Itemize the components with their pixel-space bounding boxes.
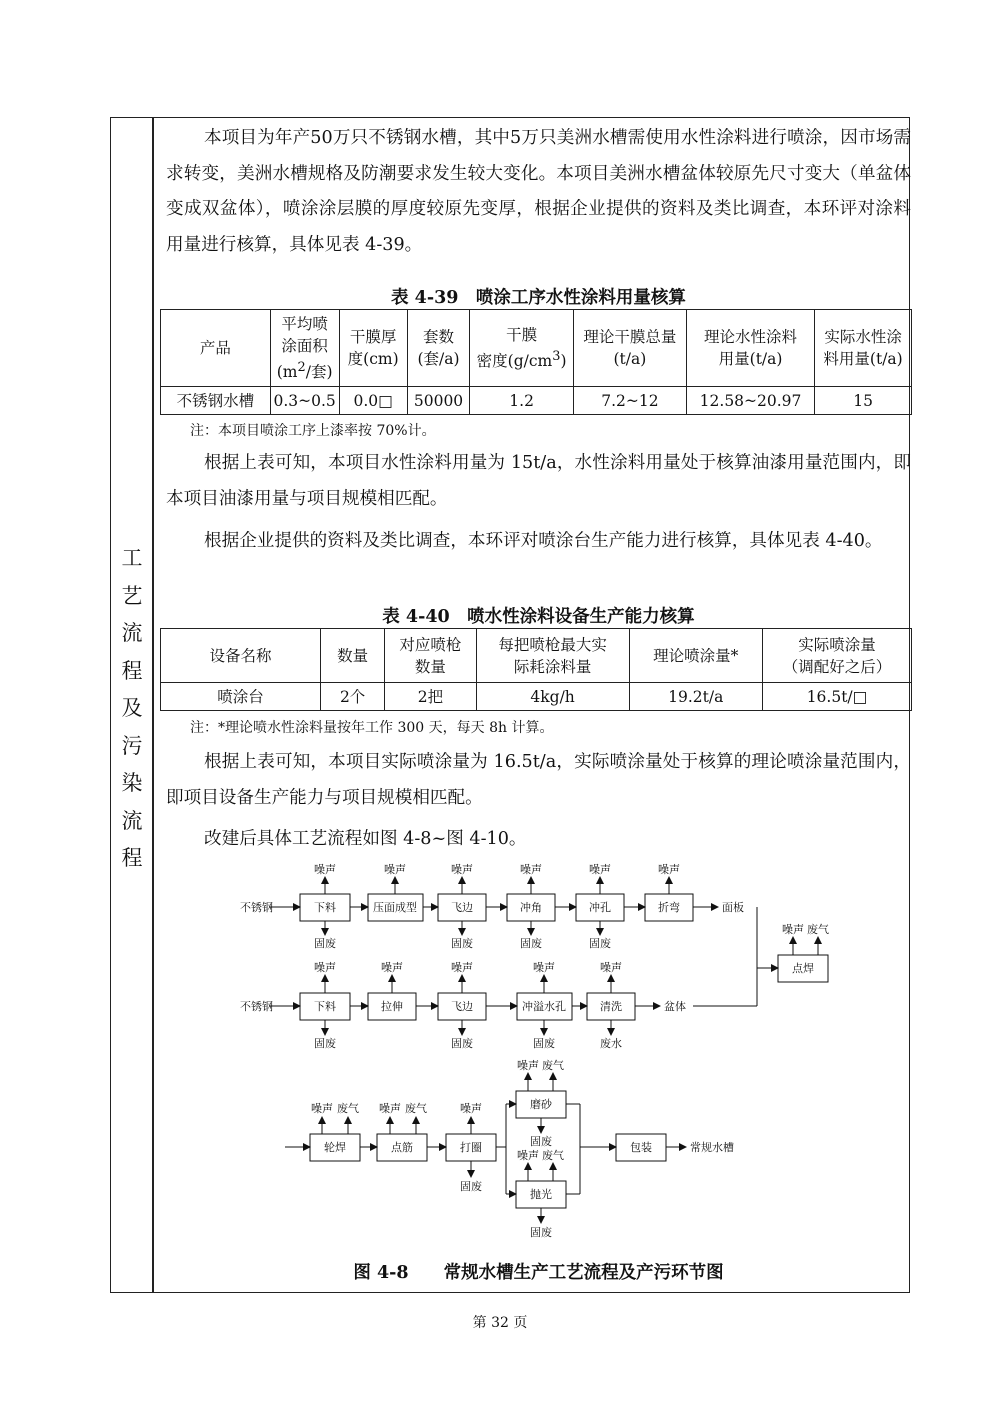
header-cell: 产品: [161, 310, 271, 387]
flow-emission: 噪声: [589, 863, 611, 876]
flow-step: 点焊: [792, 962, 814, 975]
flow-waste: 固废: [589, 937, 611, 950]
flow-emission: 噪声: [381, 961, 403, 974]
flow-waste: 固废: [314, 1037, 336, 1050]
flow-waste: 固废: [460, 1180, 482, 1193]
flow-step: 下料: [314, 901, 336, 914]
table-cell: 喷涂台: [161, 683, 321, 711]
flow-step: 折弯: [658, 901, 680, 914]
header-cell: 每把喷枪最大实 际耗涂料量: [476, 629, 629, 683]
table-cell: 16.5t/□: [763, 683, 912, 711]
flow-emission: 废气: [807, 923, 829, 936]
flow-step: 轮焊: [324, 1141, 346, 1154]
side-char: 流: [121, 808, 143, 833]
header-cell: 实际喷涂量 （调配好之后）: [763, 629, 912, 683]
header-cell: 理论水性涂料 用量(t/a): [686, 310, 814, 387]
flow-waste: 固废: [530, 1135, 552, 1148]
flow-emission: 噪声: [520, 863, 542, 876]
header-cell: 平均喷 涂面积 ($m^2/$套): [270, 310, 339, 387]
flow-emission: 噪声: [451, 961, 473, 974]
flow-step: 冲溢水孔: [522, 1000, 566, 1013]
paragraph-capacity-intro: 根据企业提供的资料及类比调查，本环评对喷涂台生产能力进行核算，具体见表 4-40。: [204, 531, 883, 551]
side-char: 污: [121, 733, 143, 758]
flow-waste: 固废: [520, 937, 542, 950]
table-cell: 2个: [321, 683, 385, 711]
flow-step: 飞边: [451, 1000, 473, 1013]
table-4-39-note: 注：本项目喷涂工序上漆率按 70%计。: [190, 423, 436, 439]
side-char: 艺: [121, 583, 143, 608]
header-cell: 对应喷枪 数量: [385, 629, 477, 683]
flow-emission: 噪声: [384, 863, 406, 876]
flow-emission: 噪声: [658, 863, 680, 876]
flow-emission: 噪声: [517, 1059, 539, 1072]
flow-input-label: 不锈钢: [240, 1000, 273, 1013]
flow-step: 磨砂: [530, 1098, 552, 1111]
flow-output-label: 面板: [722, 901, 744, 914]
paragraph-intro: 本项目为年产50万只不锈钢水槽，其中5万只美洲水槽需使用水性涂料进行喷涂，因市场需求转变，美洲水槽规格及防潮要求发生较大变化。本项目美洲水槽盆体较原先尺寸变大（单盆体变成双盆体），喷涂涂层膜的厚度较原先变厚，根据企业提供的资料及类比调查，本环评对涂料用量进行核算，具体见表 4-39。: [166, 128, 911, 255]
flow-emission: 噪声: [379, 1102, 401, 1115]
table-4-39-caption: 表 4-39 喷涂工序水性涂料用量核算: [391, 288, 686, 308]
flow-emission: 噪声: [782, 923, 804, 936]
flow-input-label: 不锈钢: [240, 901, 273, 914]
flow-emission: 噪声: [311, 1102, 333, 1115]
flow-emission: 噪声: [451, 863, 473, 876]
flow-step: 压面成型: [373, 901, 417, 914]
table-cell: 15: [815, 387, 912, 415]
table-cell: 0.3~0.5: [270, 387, 339, 415]
flow-emission: 废气: [405, 1102, 427, 1115]
table-4-40-note: 注：*理论喷水性涂料量按年工作 300 天，每天 8h 计算。: [190, 720, 554, 736]
flow-step: 打圈: [460, 1141, 482, 1154]
header-cell: 理论干膜总量 (t/a): [573, 310, 686, 387]
flow-output-label: 盆体: [664, 1000, 686, 1013]
paragraph-usage-conclusion: 根据上表可知，本项目水性涂料用量为 15t/a，水性涂料用量处于核算油漆用量范围内，即本项目油漆用量与项目规模相匹配。: [166, 453, 911, 509]
flow-emission: 噪声: [460, 1102, 482, 1115]
table-4-40: [160, 628, 912, 711]
page-number: 第 32 页: [472, 1315, 528, 1331]
section-side-title: [120, 545, 144, 883]
side-char: 程: [121, 658, 143, 683]
flow-waste: 固废: [533, 1037, 555, 1050]
table-cell: 0.0□: [339, 387, 407, 415]
flow-emission: 废气: [542, 1059, 564, 1072]
side-char: 及: [121, 696, 143, 720]
flow-step: 清洗: [600, 1000, 622, 1013]
side-char: 工: [121, 546, 143, 570]
table-4-39: [160, 309, 912, 415]
flow-step: 拉伸: [381, 1000, 403, 1013]
flow-output-label: 常规水槽: [690, 1141, 734, 1154]
figure-caption: 图 4-8 常规水槽生产工艺流程及产污环节图: [353, 1263, 724, 1283]
table-cell: 7.2~12: [573, 387, 686, 415]
process-flow-diagram-part2: [230, 855, 830, 1245]
flow-step: 冲孔: [589, 901, 611, 914]
header-cell: 干膜 密度$(g/cm^3)$: [470, 310, 574, 387]
header-cell: 理论喷涂量*: [629, 629, 762, 683]
paragraph-flow-intro: 改建后具体工艺流程如图 4-8~图 4-10。: [204, 829, 527, 849]
flow-waste: 废水: [600, 1037, 622, 1050]
flow-emission: 噪声: [517, 1149, 539, 1162]
table-cell: 2把: [385, 683, 477, 711]
side-char: 流: [121, 621, 143, 645]
flow-emission: 噪声: [600, 961, 622, 974]
flow-emission: 废气: [542, 1149, 564, 1162]
flow-waste: 固废: [314, 937, 336, 950]
flow-step: 包装: [630, 1141, 652, 1154]
table-cell: 12.58~20.97: [686, 387, 814, 415]
flow-step: 下料: [314, 1000, 336, 1013]
paragraph-capacity-conclusion: 根据上表可知，本项目实际喷涂量为 16.5t/a，实际喷涂量处于核算的理论喷涂量范围内，即项目设备生产能力与项目规模相匹配。: [166, 752, 911, 808]
table-cell: 19.2t/a: [629, 683, 762, 711]
flow-emission: 噪声: [314, 961, 336, 974]
flow-step: 飞边: [451, 901, 473, 914]
header-cell: 套数 (套/a): [407, 310, 470, 387]
header-cell: 实际水性涂 料用量(t/a): [815, 310, 912, 387]
table-cell: 不锈钢水槽: [161, 387, 271, 415]
flow-waste: 固废: [451, 1037, 473, 1050]
flow-emission: 噪声: [533, 961, 555, 974]
table-cell: 4kg/h: [476, 683, 629, 711]
column-divider: [152, 117, 154, 1293]
header-cell: 干膜厚 度(cm): [339, 310, 407, 387]
flow-waste: 固废: [451, 937, 473, 950]
flow-step: 冲角: [520, 901, 542, 914]
table-cell: 1.2: [470, 387, 574, 415]
flow-step: 点筋: [391, 1141, 413, 1154]
header-cell: 数量: [321, 629, 385, 683]
flow-step: 抛光: [530, 1188, 552, 1201]
header-cell: 设备名称: [161, 629, 321, 683]
table-4-40-caption: 表 4-40 喷水性涂料设备生产能力核算: [382, 607, 695, 627]
table-cell: 50000: [407, 387, 470, 415]
flow-waste: 固废: [530, 1226, 552, 1239]
flow-emission: 废气: [337, 1102, 359, 1115]
flow-emission: 噪声: [314, 863, 336, 876]
side-char: 程: [121, 846, 143, 870]
side-char: 染: [121, 771, 143, 795]
